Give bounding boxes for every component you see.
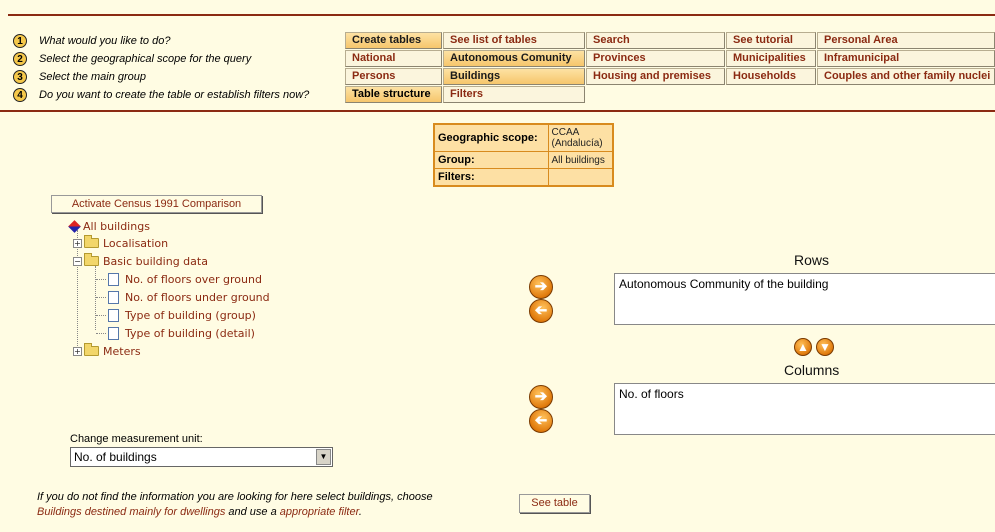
group-label: Group: xyxy=(434,152,548,169)
see-table-button[interactable]: See table xyxy=(519,494,590,513)
tree-node-basic-building-data[interactable] xyxy=(73,253,208,269)
tree-node-label: No. of floors over ground xyxy=(125,272,262,286)
step-text: Select the main group xyxy=(39,71,147,83)
section-divider xyxy=(0,110,995,112)
tab-persons[interactable]: Persons xyxy=(345,68,442,85)
tab-municipalities[interactable]: Municipalities xyxy=(726,50,816,67)
help-note-line2 xyxy=(37,505,507,520)
tree-line xyxy=(96,279,106,280)
tree-node-meters[interactable] xyxy=(73,343,141,359)
tree-node-localisation[interactable] xyxy=(73,235,168,251)
tree-node-type-of-building-detail[interactable] xyxy=(108,325,255,341)
tab-see-tutorial[interactable]: See tutorial xyxy=(726,32,816,49)
step-1 xyxy=(13,32,353,50)
step-text: Select the geographical scope for the query xyxy=(39,53,252,65)
tree-node-label: Localisation xyxy=(103,236,169,250)
tree-node-label: Type of building (group) xyxy=(125,308,256,322)
tree-line xyxy=(96,333,106,334)
tab-autonomous-comunity[interactable]: Autonomous Comunity xyxy=(443,50,585,67)
tab-filters[interactable]: Filters xyxy=(443,86,585,103)
tab-housing-and-premises[interactable]: Housing and premises xyxy=(586,68,725,85)
buildings-for-dwellings-link[interactable]: Buildings destined mainly for dwellings xyxy=(37,506,226,518)
tab-personal-area[interactable]: Personal Area xyxy=(817,32,995,49)
measurement-unit-select[interactable] xyxy=(70,447,333,467)
document-icon xyxy=(108,273,119,286)
step-text: What would you like to do? xyxy=(39,35,171,47)
document-icon xyxy=(108,291,119,304)
document-icon xyxy=(108,327,119,340)
help-note xyxy=(37,490,507,520)
appropriate-filter-link[interactable]: appropriate filter xyxy=(279,506,359,518)
tree-node-label: No. of floors under ground xyxy=(125,290,270,304)
step-number: 4 xyxy=(13,88,27,102)
chevron-down-icon[interactable]: ▼ xyxy=(316,449,331,465)
root-diamond-icon xyxy=(68,220,81,233)
geographic-scope-value-line2: (Andalucía) xyxy=(551,138,603,149)
folder-icon xyxy=(84,238,99,248)
tree-node-root[interactable] xyxy=(70,218,150,234)
columns-title: Columns xyxy=(784,362,840,378)
group-value: All buildings xyxy=(548,152,613,169)
tree-node-type-of-building-group[interactable] xyxy=(108,307,256,323)
tree-node-label: Type of building (detail) xyxy=(125,326,255,340)
measurement-unit-value: No. of buildings xyxy=(74,450,157,464)
top-divider xyxy=(8,14,995,16)
query-scope-table xyxy=(433,123,614,187)
document-icon xyxy=(108,309,119,322)
columns-box[interactable]: No. of floors xyxy=(614,383,995,435)
geographic-scope-value xyxy=(548,124,613,152)
arrow-left-icon[interactable]: ➔ xyxy=(529,299,553,323)
folder-icon xyxy=(84,346,99,356)
rows-box[interactable]: Autonomous Community of the building xyxy=(614,273,995,325)
arrow-left-icon[interactable]: ➔ xyxy=(529,409,553,433)
tab-inframunicipal[interactable]: Inframunicipal xyxy=(817,50,995,67)
filters-label: Filters: xyxy=(434,169,548,187)
arrow-down-icon[interactable]: ▼ xyxy=(816,338,834,356)
tab-households[interactable]: Households xyxy=(726,68,816,85)
tree-node-floors-over-ground[interactable] xyxy=(108,271,262,287)
geographic-scope-value-line1: CCAA xyxy=(551,127,580,138)
tab-table-structure[interactable]: Table structure xyxy=(345,86,442,103)
filters-value xyxy=(548,169,613,187)
activate-census-comparison-button[interactable]: Activate Census 1991 Comparison xyxy=(51,195,262,213)
tab-national[interactable]: National xyxy=(345,50,442,67)
step-text: Do you want to create the table or establish filters now? xyxy=(39,89,310,101)
arrow-right-icon[interactable]: ➔ xyxy=(529,385,553,409)
step-3 xyxy=(13,68,353,86)
measurement-unit-label: Change measurement unit: xyxy=(70,433,203,445)
step-2 xyxy=(13,50,353,68)
tab-create-tables[interactable]: Create tables xyxy=(345,32,442,49)
help-note-line1: If you do not find the information you are looking for here select buildings, choose xyxy=(37,491,433,503)
tree-node-label: Meters xyxy=(103,344,141,358)
step-4 xyxy=(13,86,353,104)
collapse-minus-icon[interactable]: − xyxy=(74,256,81,266)
expand-plus-icon[interactable]: + xyxy=(74,238,81,248)
help-note-end: . xyxy=(358,506,362,518)
tree-line xyxy=(95,266,96,330)
arrow-right-icon[interactable]: ➔ xyxy=(529,275,553,299)
geographic-scope-label: Geographic scope: xyxy=(434,124,548,152)
help-note-mid: and use a xyxy=(225,506,280,518)
step-number: 3 xyxy=(13,70,27,84)
tab-provinces[interactable]: Provinces xyxy=(586,50,725,67)
tab-buildings[interactable]: Buildings xyxy=(443,68,585,85)
tab-see-list-of-tables[interactable]: See list of tables xyxy=(443,32,585,49)
arrow-up-icon[interactable]: ▲ xyxy=(794,338,812,356)
step-number: 2 xyxy=(13,52,27,66)
tree-node-label: All buildings xyxy=(83,219,150,233)
tree-node-floors-under-ground[interactable] xyxy=(108,289,270,305)
tab-search[interactable]: Search xyxy=(586,32,725,49)
step-number: 1 xyxy=(13,34,27,48)
folder-open-icon xyxy=(84,256,99,266)
tab-couples-and-family-nuclei[interactable]: Couples and other family nuclei xyxy=(817,68,995,85)
rows-title: Rows xyxy=(794,252,830,268)
expand-plus-icon[interactable]: + xyxy=(74,346,81,356)
tree-line xyxy=(96,297,106,298)
tree-node-label: Basic building data xyxy=(103,254,208,268)
tree-line xyxy=(96,315,106,316)
